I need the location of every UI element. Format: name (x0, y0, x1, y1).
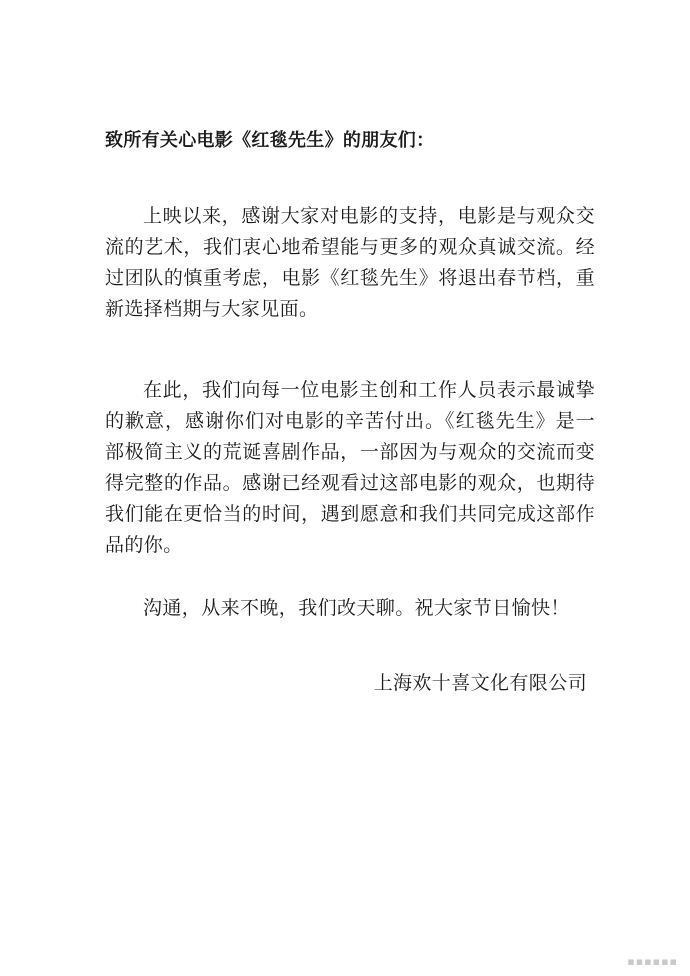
watermark-mark: ▪▪▪▪▪▪ (627, 955, 678, 968)
letter-paragraph-1: 上映以来，感谢大家对电影的支持，电影是与观众交流的艺术，我们衷心地希望能与更多的观众真诚交流。经过团队的慎重考虑，电影《红毯先生》将退出春节档，重新选择档期与大家见面。 (105, 205, 595, 320)
letter-salutation: 致所有关心电影《红毯先生》的朋友们： (105, 130, 435, 151)
letter-signature: 上海欢十喜文化有限公司 (373, 672, 587, 694)
letter-paragraph-3: 沟通，从来不晚，我们改天聊。祝大家节日愉快！ (143, 597, 570, 619)
letter-paragraph-2: 在此，我们向每一位电影主创和工作人员表示最诚挚的歉意，感谢你们对电影的辛苦付出。《红毯先生》是一部极简主义的荒诞喜剧作品，一部因为与观众的交流而变得完整的作品。感谢已经观看过这部电影的观众，也期待我们能在更恰当的时间，遇到愿意和我们共同完成这部作品的你。 (105, 379, 595, 556)
